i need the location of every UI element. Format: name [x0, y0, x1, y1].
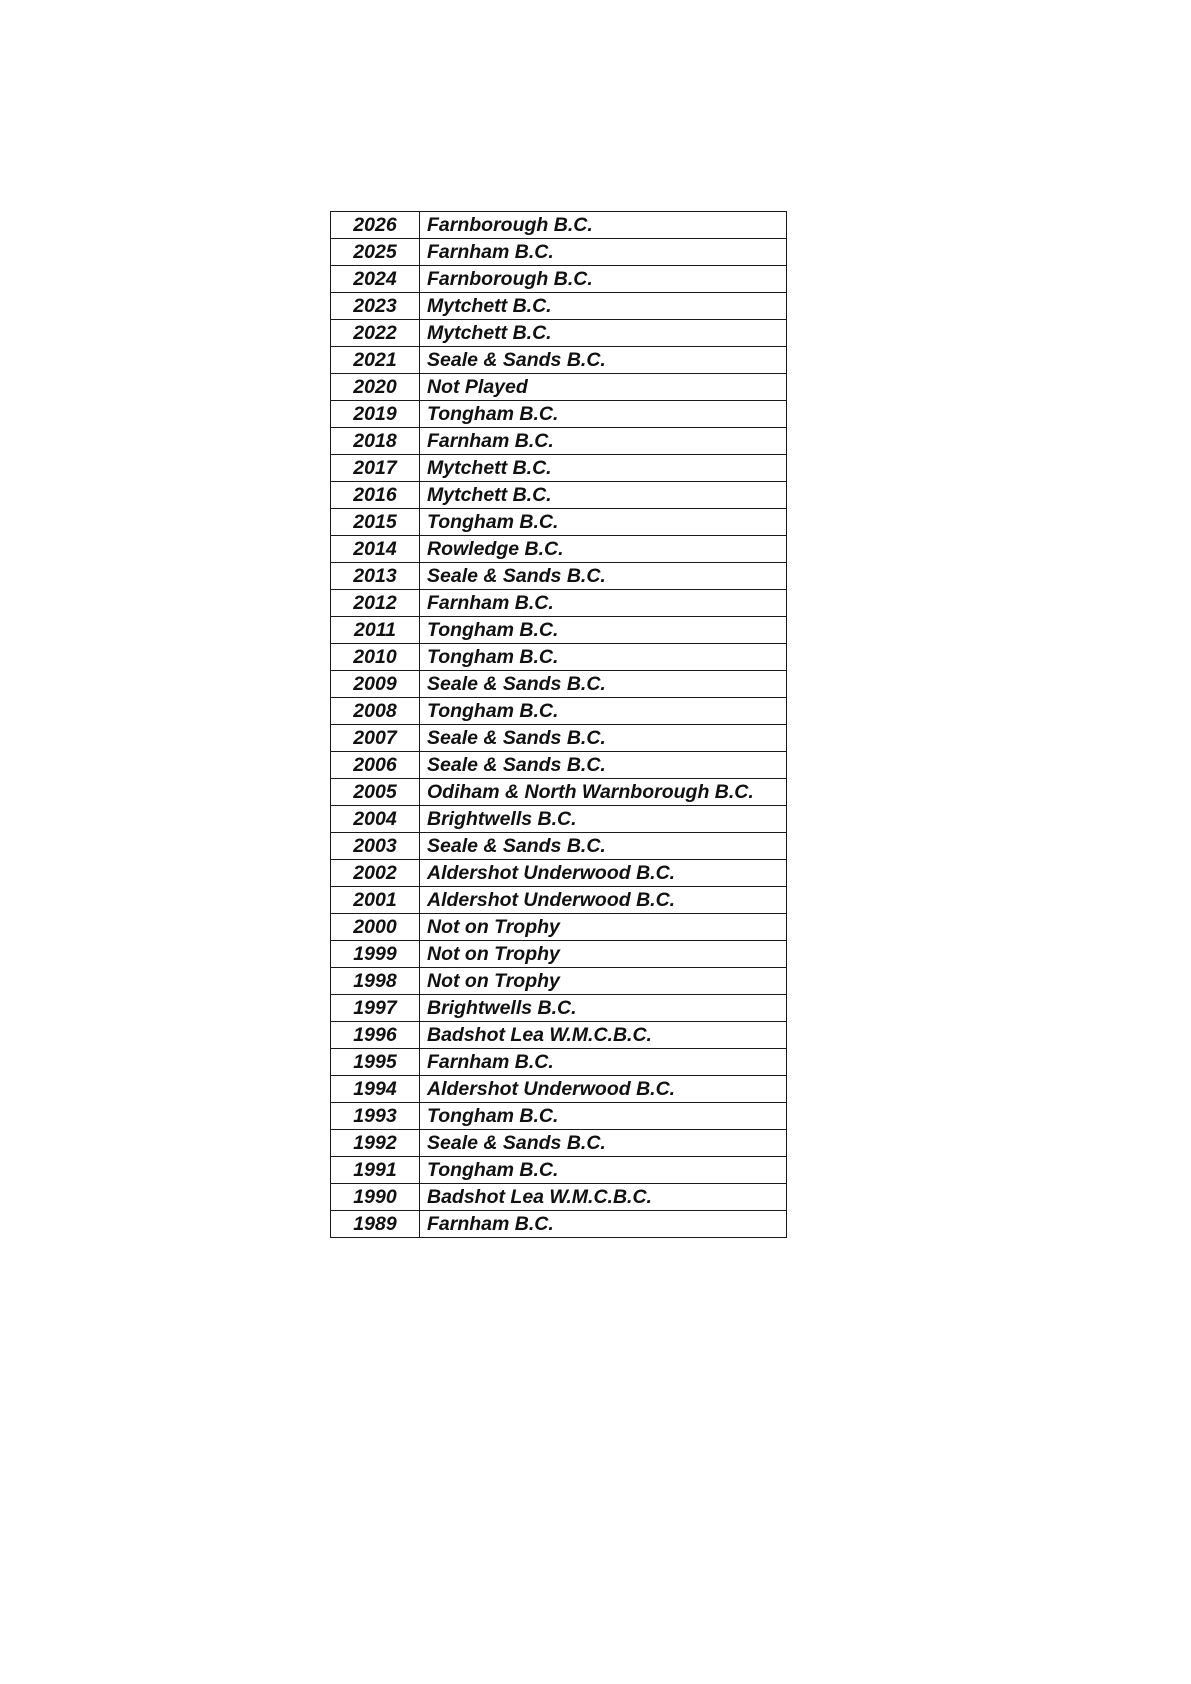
table-row [331, 1130, 787, 1157]
year-cell: 2017 [331, 455, 420, 482]
year-cell: 2023 [331, 293, 420, 320]
table-row [331, 941, 787, 968]
club-cell: Tongham B.C. [420, 401, 787, 428]
club-cell: Tongham B.C. [420, 1103, 787, 1130]
table-row [331, 482, 787, 509]
club-cell: Seale & Sands B.C. [420, 347, 787, 374]
year-cell: 1990 [331, 1184, 420, 1211]
table-row [331, 1211, 787, 1238]
club-cell: Badshot Lea W.M.C.B.C. [420, 1184, 787, 1211]
club-cell: Badshot Lea W.M.C.B.C. [420, 1022, 787, 1049]
year-cell: 2018 [331, 428, 420, 455]
table-row [331, 617, 787, 644]
table-row [331, 1184, 787, 1211]
club-cell: Mytchett B.C. [420, 455, 787, 482]
year-cell: 1999 [331, 941, 420, 968]
club-cell: Seale & Sands B.C. [420, 563, 787, 590]
table-row [331, 347, 787, 374]
year-cell: 1997 [331, 995, 420, 1022]
table-row [331, 293, 787, 320]
table-row [331, 266, 787, 293]
club-cell: Aldershot Underwood B.C. [420, 1076, 787, 1103]
club-cell: Farnham B.C. [420, 1211, 787, 1238]
table-row [331, 455, 787, 482]
table-row [331, 779, 787, 806]
club-cell: Farnborough B.C. [420, 266, 787, 293]
table-row [331, 887, 787, 914]
year-cell: 2008 [331, 698, 420, 725]
club-cell: Not Played [420, 374, 787, 401]
club-cell: Rowledge B.C. [420, 536, 787, 563]
year-cell: 2024 [331, 266, 420, 293]
club-cell: Mytchett B.C. [420, 320, 787, 347]
table-row [331, 644, 787, 671]
year-cell: 2022 [331, 320, 420, 347]
table-row [331, 374, 787, 401]
table-row [331, 833, 787, 860]
year-cell: 2020 [331, 374, 420, 401]
year-cell: 1995 [331, 1049, 420, 1076]
year-cell: 2011 [331, 617, 420, 644]
club-cell: Seale & Sands B.C. [420, 725, 787, 752]
table-row [331, 968, 787, 995]
table-row [331, 239, 787, 266]
table-row [331, 401, 787, 428]
club-cell: Odiham & North Warnborough B.C. [420, 779, 787, 806]
year-cell: 2000 [331, 914, 420, 941]
table-row [331, 914, 787, 941]
year-cell: 2014 [331, 536, 420, 563]
table-row [331, 1049, 787, 1076]
year-cell: 2002 [331, 860, 420, 887]
table-row [331, 536, 787, 563]
year-cell: 1996 [331, 1022, 420, 1049]
year-cell: 2021 [331, 347, 420, 374]
table-row [331, 563, 787, 590]
club-cell: Seale & Sands B.C. [420, 752, 787, 779]
table-row [331, 671, 787, 698]
year-cell: 2013 [331, 563, 420, 590]
club-cell: Tongham B.C. [420, 644, 787, 671]
year-cell: 1993 [331, 1103, 420, 1130]
table-row [331, 1103, 787, 1130]
year-cell: 2012 [331, 590, 420, 617]
year-cell: 2019 [331, 401, 420, 428]
club-cell: Farnham B.C. [420, 1049, 787, 1076]
winners-table-body [331, 212, 787, 1238]
club-cell: Not on Trophy [420, 968, 787, 995]
table-row [331, 698, 787, 725]
table-row [331, 509, 787, 536]
club-cell: Aldershot Underwood B.C. [420, 887, 787, 914]
club-cell: Seale & Sands B.C. [420, 1130, 787, 1157]
club-cell: Farnborough B.C. [420, 212, 787, 239]
year-cell: 2010 [331, 644, 420, 671]
club-cell: Brightwells B.C. [420, 806, 787, 833]
year-cell: 2009 [331, 671, 420, 698]
table-row [331, 752, 787, 779]
club-cell: Seale & Sands B.C. [420, 671, 787, 698]
year-cell: 2026 [331, 212, 420, 239]
club-cell: Farnham B.C. [420, 428, 787, 455]
club-cell: Farnham B.C. [420, 590, 787, 617]
winners-table [330, 211, 787, 1238]
table-row [331, 806, 787, 833]
table-row [331, 725, 787, 752]
table-row [331, 428, 787, 455]
club-cell: Tongham B.C. [420, 1157, 787, 1184]
club-cell: Seale & Sands B.C. [420, 833, 787, 860]
table-row [331, 995, 787, 1022]
table-row [331, 212, 787, 239]
year-cell: 2025 [331, 239, 420, 266]
year-cell: 2001 [331, 887, 420, 914]
club-cell: Not on Trophy [420, 914, 787, 941]
year-cell: 1989 [331, 1211, 420, 1238]
table-row [331, 320, 787, 347]
year-cell: 2006 [331, 752, 420, 779]
year-cell: 2015 [331, 509, 420, 536]
year-cell: 1992 [331, 1130, 420, 1157]
table-row [331, 860, 787, 887]
club-cell: Mytchett B.C. [420, 293, 787, 320]
club-cell: Farnham B.C. [420, 239, 787, 266]
year-cell: 1991 [331, 1157, 420, 1184]
year-cell: 1998 [331, 968, 420, 995]
club-cell: Aldershot Underwood B.C. [420, 860, 787, 887]
club-cell: Brightwells B.C. [420, 995, 787, 1022]
club-cell: Tongham B.C. [420, 617, 787, 644]
table-row [331, 1076, 787, 1103]
year-cell: 1994 [331, 1076, 420, 1103]
year-cell: 2003 [331, 833, 420, 860]
table-row [331, 590, 787, 617]
table-row [331, 1022, 787, 1049]
club-cell: Tongham B.C. [420, 698, 787, 725]
club-cell: Tongham B.C. [420, 509, 787, 536]
club-cell: Not on Trophy [420, 941, 787, 968]
year-cell: 2007 [331, 725, 420, 752]
year-cell: 2005 [331, 779, 420, 806]
year-cell: 2016 [331, 482, 420, 509]
table-row [331, 1157, 787, 1184]
club-cell: Mytchett B.C. [420, 482, 787, 509]
year-cell: 2004 [331, 806, 420, 833]
